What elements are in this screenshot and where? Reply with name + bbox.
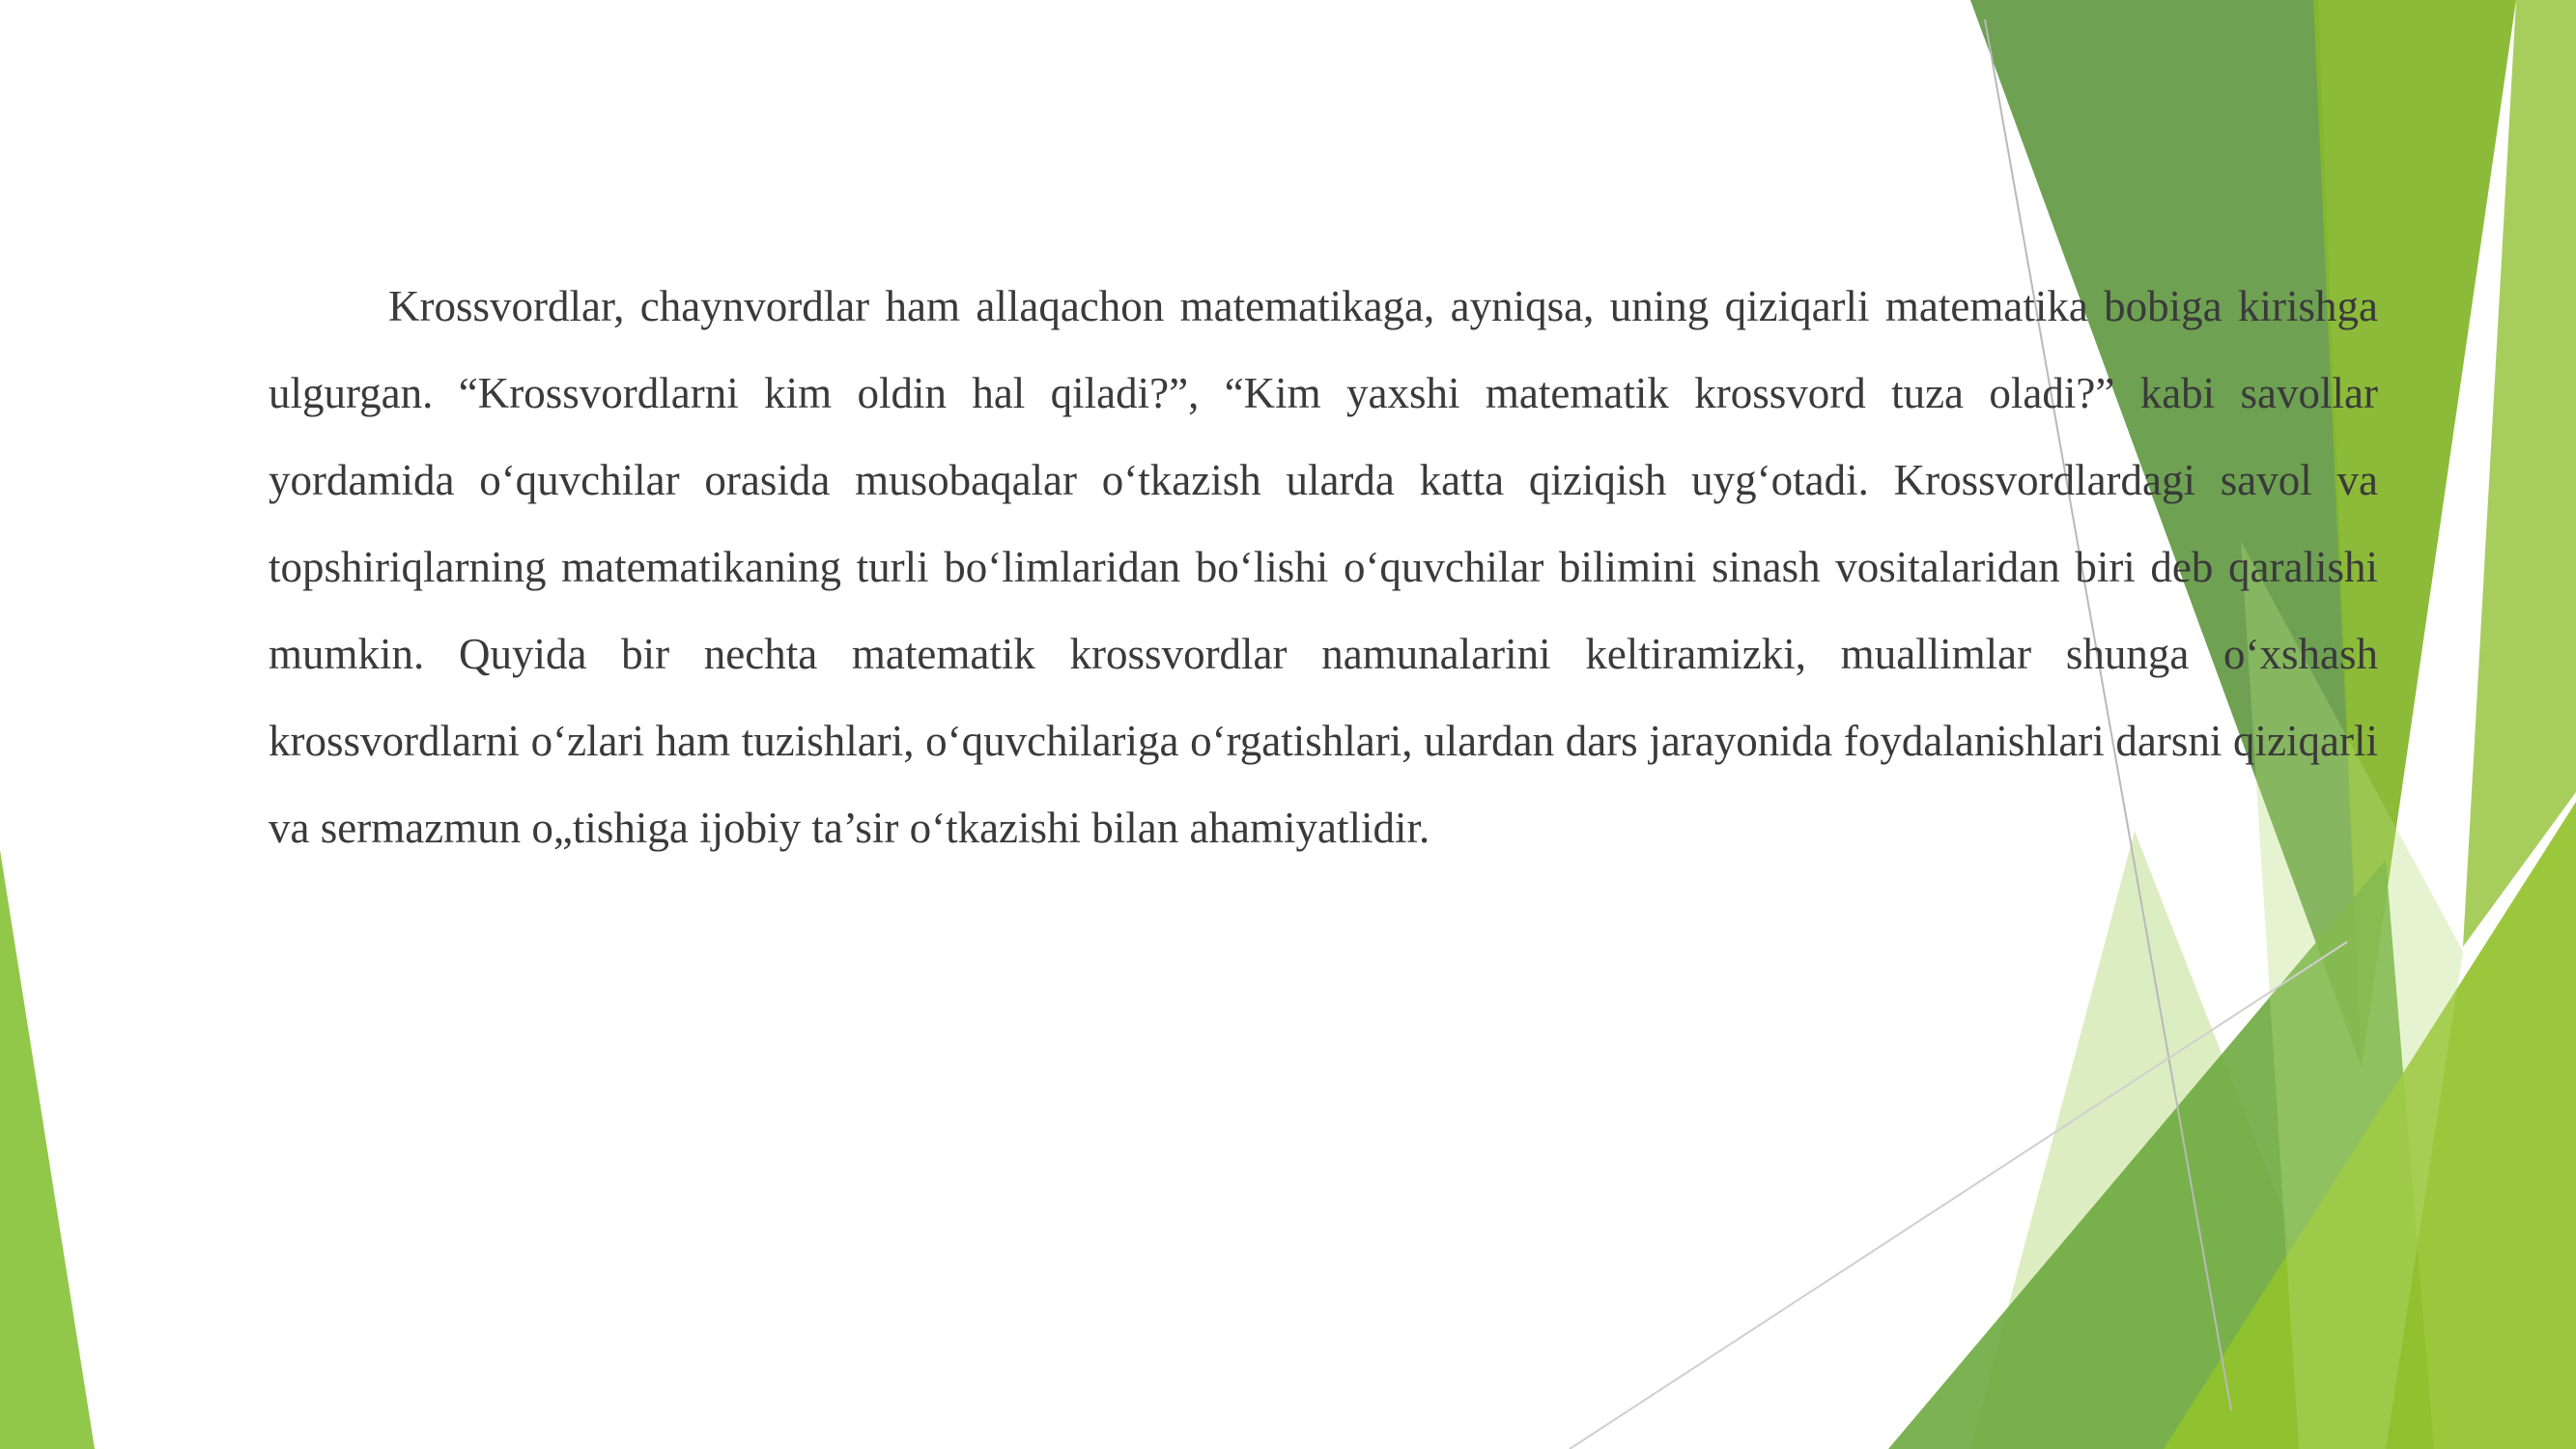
left-green-sliver bbox=[0, 850, 95, 1449]
body-paragraph: Krossvordlar, chaynvordlar ham allaqachon matematikaga, ayniqsa, uning qiziqarli matematika bobiga kirishga ulgurgan. “Krossvordlarni kim oldin hal qiladi?”, “Kim yaxshi matematik krossvord tuza oladi?” kabi savollar yordamida o‘quvchilar orasida musobaqalar o‘tkazish ularda katta qiziqish uyg‘otadi. Krossvordlardagi savol va topshiriqlarning matematikaning turli bo‘limlaridan bo‘lishi o‘quvchilar bilimini sinash vositalaridan biri deb qaralishi mumkin. Quyida bir nechta matematik krossvordlar namunalarini keltiramizki, muallimlar shunga o‘xshash krossvordlarni o‘zlari ham tuzishlari, o‘quvchilariga o‘rgatishlari, ulardan dars jarayonida foydalanishlari darsni qiziqarli va sermazmun o„tishiga ijobiy ta’sir o‘tkazishi bilan ahamiyatlidir. bbox=[269, 282, 2378, 852]
